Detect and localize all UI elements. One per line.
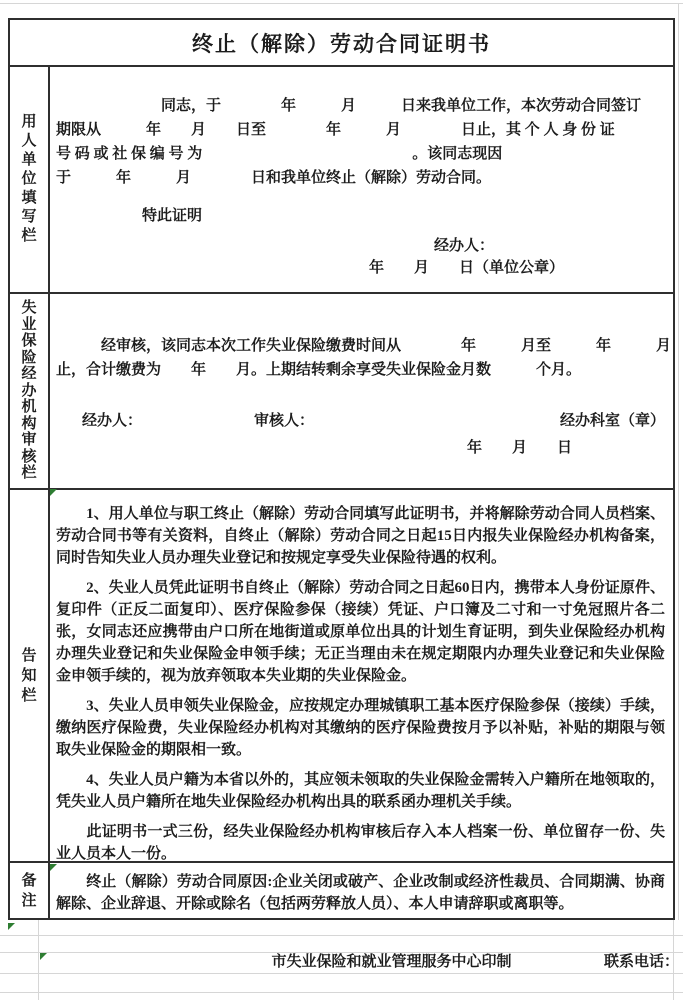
section-label-notice: 告知栏 <box>21 647 37 704</box>
employer-line: 于 年 月 日和我单位终止（解除）劳动合同。 <box>56 170 492 186</box>
insurance-line: 止，合计缴费为 年 月。上期结转剩余享受失业保险金月数 个月。 <box>56 362 582 378</box>
employer-line: 号 码 或 社 保 编 号 为 。该同志现因 <box>56 146 503 162</box>
insurance-line: 经审核，该同志本次工作失业保险缴费时间从 年 月至 年 月 <box>56 338 672 354</box>
contact-phone-label: 联系电话： <box>603 954 679 970</box>
insurance-reviewer-label: 审核人： <box>254 413 315 429</box>
page-title: 终止（解除）劳动合同证明书 <box>192 31 491 56</box>
gridline <box>0 973 683 974</box>
notice-paragraph: 此证明书一式三份，经失业保险经办机构审核后存入本人档案一份、单位留存一份、失业人员本人一份。 <box>56 824 665 861</box>
notice-paragraph: 3、失业人员申领失业保险金，应按规定办理城镇职工基本医疗保险参保（接续）手续，缴纳医疗保险费，失业保险经办机构对其缴纳的医疗保险费按月予以补贴，补贴的期限与领取失业保险金的期限相一致。 <box>56 698 665 758</box>
notice-paragraph: 2、失业人员凭此证明书自终止（解除）劳动合同之日起60日内，携带本人身份证原件、复印件（正反二面复印）、医疗保险参保（接续）凭证、户口簿及二寸和一寸免冠照片各二张，女同志还应携带由户口所在地街道或原单位出具的计划生育证明，到失业保险经办机构办理失业登记和失业保险金申领手续；无正当理由未在规定期限内办理失业登记和失业保险金申领手续的，视为放弃领取本失业期的失业保险金。 <box>56 580 665 684</box>
cell-note-marker-icon <box>40 953 47 960</box>
cell-note-marker-icon <box>8 923 15 930</box>
notice-paragraph: 1、用人单位与职工终止（解除）劳动合同填写此证明书，并将解除劳动合同人员档案、劳动合同书等有关资料，自终止（解除）劳动合同之日起15日内报失业保险经办机构备案，同时告知失业人员办理失业登记和按规定享受失业保险待遇的权利。 <box>56 506 665 566</box>
section-insurance-review <box>10 294 673 490</box>
employer-line: 期限从 年 月 日至 年 月 日止，其 个 人 身 份 证 <box>56 122 615 138</box>
remarks-text: 终止（解除）劳动合同原因:企业关闭或破产、企业改制或经济性裁员、合同期满、协商解除、企业辞退、开除或除名（包括两劳释放人员）、本人申请辞职或离职等。 <box>56 874 665 912</box>
section-label-insurance: 失业保险经办机构审核栏 <box>21 300 37 482</box>
section-label-cell <box>10 294 50 488</box>
insurance-content-cell <box>50 294 673 488</box>
notice-paragraph: 4、失业人员户籍为本省以外的，其应领未领取的失业保险金需转入户籍所在地领取的，凭失业人员户籍所在地失业保险经办机构出具的联系函办理机关手续。 <box>56 772 665 810</box>
title-row <box>10 20 673 67</box>
section-label-cell <box>10 863 50 918</box>
certificate-form-table <box>8 18 675 920</box>
section-label-cell <box>10 67 50 292</box>
employer-line: 同志，于 年 月 日来我单位工作，本次劳动合同签订 <box>56 98 642 114</box>
certify-statement: 特此证明 <box>142 208 203 224</box>
section-label-remarks: 备注 <box>21 872 37 909</box>
section-employer <box>10 67 673 294</box>
gridline <box>0 3 683 4</box>
printed-by-text: 市失业保险和就业管理服务中心印制 <box>271 954 512 970</box>
employer-content-cell <box>50 67 673 292</box>
insurance-date-line: 年 月 日 <box>467 440 573 456</box>
section-label-employer: 用人单位填写栏 <box>21 114 37 244</box>
section-label-cell <box>10 490 50 861</box>
cell-note-marker-icon <box>50 864 57 871</box>
remarks-content-cell <box>50 863 673 918</box>
gridline <box>0 992 683 993</box>
insurance-office-label: 经办科室（章） <box>559 413 665 429</box>
employer-handler-label: 经办人： <box>434 238 495 254</box>
employer-date-line: 年 月 日（单位公章） <box>369 260 565 276</box>
gridline <box>678 3 679 920</box>
gridline <box>0 935 683 936</box>
section-remarks <box>10 863 673 918</box>
cell-note-marker-icon <box>50 489 57 496</box>
notice-content-cell <box>50 490 673 861</box>
section-notice <box>10 490 673 863</box>
insurance-handler-label: 经办人： <box>82 413 143 429</box>
